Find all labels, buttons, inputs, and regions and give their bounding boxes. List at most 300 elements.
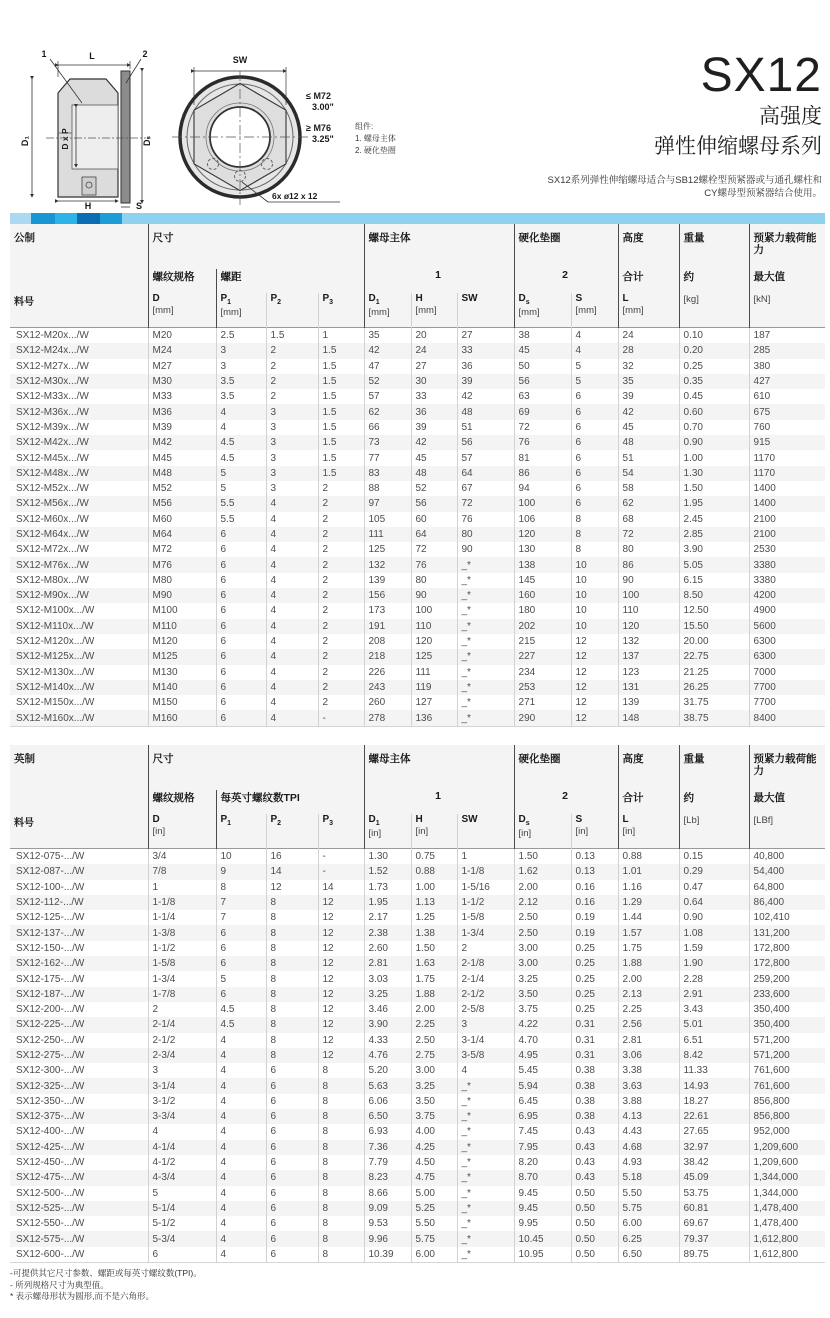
table-row (10, 496, 825, 511)
value-cell: 5.63 (364, 1078, 411, 1093)
value-cell: M24 (148, 343, 216, 358)
table-row (10, 649, 825, 664)
value-cell: 39 (457, 374, 514, 389)
value-cell: 7000 (749, 665, 825, 680)
part-number-cell: SX12-150-.../W (16, 942, 85, 954)
value-cell: 56 (514, 374, 571, 389)
table-row (10, 971, 825, 986)
value-cell: 67 (457, 481, 514, 496)
value-cell: 0.35 (679, 374, 749, 389)
value-cell: 3-1/2 (148, 1094, 216, 1109)
value-cell: 4 (216, 1201, 266, 1216)
value-cell: 8 (266, 1002, 318, 1017)
part-number-cell: SX12-475-.../W (16, 1172, 85, 1184)
value-cell: 2.25 (411, 1017, 457, 1032)
value-cell: 1,209,600 (749, 1140, 825, 1155)
header-group: 尺寸 (148, 224, 364, 269)
value-cell: 8.23 (364, 1170, 411, 1185)
header-symbol (749, 293, 825, 328)
table-row (10, 665, 825, 680)
header-subgroup: 合计 (618, 790, 679, 814)
value-cell: 132 (364, 557, 411, 572)
value-cell: 2.00 (514, 880, 571, 895)
value-cell: 4.70 (514, 1033, 571, 1048)
value-cell: 57 (457, 450, 514, 465)
value-cell: 4 (457, 1063, 514, 1078)
value-cell: 12 (318, 1017, 364, 1032)
description-line-2: CY螺母型预紧器结合使用。 (704, 188, 822, 199)
value-cell: 18.27 (679, 1094, 749, 1109)
value-cell: 1.13 (411, 895, 457, 910)
value-cell: 4.43 (618, 1124, 679, 1139)
header-group: 硬化垫圈 (514, 745, 618, 790)
value-cell: 4 (216, 1231, 266, 1246)
value-cell: 1.63 (411, 956, 457, 971)
part-number-cell: SX12-575-.../W (16, 1233, 85, 1245)
value-cell: 100 (411, 603, 457, 618)
footnote-line: - 所列规格尺寸为典型值。 (10, 1279, 109, 1290)
symbol-text: L (622, 814, 629, 825)
value-cell: 3.50 (411, 1094, 457, 1109)
value-cell: 12 (318, 1033, 364, 1048)
value-cell: 675 (749, 404, 825, 419)
imperial-table (10, 745, 825, 1263)
value-cell: _* (457, 680, 514, 695)
header-symbol (10, 293, 148, 328)
value-cell: 2.81 (364, 956, 411, 971)
table-row (10, 512, 825, 527)
value-cell: 9.09 (364, 1201, 411, 1216)
value-cell: 3.25 (411, 1078, 457, 1093)
value-cell: 90 (457, 542, 514, 557)
value-cell: 8 (318, 1140, 364, 1155)
table-row (10, 1017, 825, 1032)
value-cell: 1.5 (318, 404, 364, 419)
value-cell: 52 (411, 481, 457, 496)
value-cell: 3 (266, 420, 318, 435)
value-cell: 4 (216, 1155, 266, 1170)
unit-label: [in] (622, 826, 636, 837)
value-cell: 5.05 (679, 557, 749, 572)
header-subgroup: 1 (364, 790, 514, 814)
value-cell: 3 (266, 450, 318, 465)
value-cell: 1170 (749, 466, 825, 481)
value-cell: 1.00 (679, 450, 749, 465)
value-cell: 77 (364, 450, 411, 465)
part-number-cell: SX12-M160x.../W (16, 712, 95, 724)
header-symbol (148, 293, 216, 328)
value-cell: 3 (148, 1063, 216, 1078)
value-cell: 5 (216, 971, 266, 986)
value-cell: 42 (457, 389, 514, 404)
value-cell: 2.28 (679, 971, 749, 986)
value-cell: 125 (411, 649, 457, 664)
value-cell: 0.43 (571, 1124, 618, 1139)
value-cell: 6 (571, 496, 618, 511)
value-cell: 2.91 (679, 987, 749, 1002)
value-cell: 1.30 (364, 849, 411, 865)
value-cell: 4 (216, 1247, 266, 1263)
value-cell: 1,344,000 (749, 1186, 825, 1201)
value-cell: 1.16 (618, 880, 679, 895)
value-cell: 4 (266, 695, 318, 710)
value-cell: 0.50 (571, 1247, 618, 1263)
part-number-cell: SX12-M100x.../W (16, 605, 95, 617)
dim-label-DxP: D x P (60, 128, 70, 150)
value-cell: 4.00 (411, 1124, 457, 1139)
header-subgroup: 每英寸螺纹数TPI (216, 790, 364, 814)
value-cell: 8 (318, 1078, 364, 1093)
part-number-cell: SX12-375-.../W (16, 1111, 85, 1123)
value-cell: 8.70 (514, 1170, 571, 1185)
value-cell: 610 (749, 389, 825, 404)
value-cell: 2.50 (411, 1033, 457, 1048)
value-cell: 1170 (749, 450, 825, 465)
description-line-1: SX12系列弹性伸缩螺母适合与SB12螺栓型预紧器或与通孔螺柱和 (547, 175, 822, 186)
value-cell: 4.25 (411, 1140, 457, 1155)
value-cell: 4.5 (216, 435, 266, 450)
value-cell: _* (457, 588, 514, 603)
value-cell: 10 (571, 588, 618, 603)
unit-label: [mm] (220, 307, 242, 318)
value-cell: 1-3/4 (148, 971, 216, 986)
value-cell: 9.45 (514, 1201, 571, 1216)
value-cell: M36 (148, 404, 216, 419)
table-row (10, 1033, 825, 1048)
value-cell: 110 (411, 619, 457, 634)
value-cell: 0.25 (679, 359, 749, 374)
value-cell: 1.88 (618, 956, 679, 971)
table-row (10, 359, 825, 374)
table-row (10, 404, 825, 419)
value-cell: 8 (318, 1170, 364, 1185)
value-cell: 4 (216, 1078, 266, 1093)
header-symbol (679, 814, 749, 849)
value-cell: 4 (216, 1186, 266, 1201)
value-cell: 8 (318, 1216, 364, 1231)
value-cell: 8.42 (679, 1048, 749, 1063)
value-cell: 0.31 (571, 1048, 618, 1063)
value-cell: M64 (148, 527, 216, 542)
value-cell: 100 (514, 496, 571, 511)
value-cell: 39 (411, 420, 457, 435)
value-cell: 1.5 (318, 389, 364, 404)
value-cell: 48 (618, 435, 679, 450)
part-number-cell: SX12-M120x.../W (16, 636, 95, 648)
value-cell: 4 (266, 573, 318, 588)
part-number-cell: SX12-525-.../W (16, 1202, 85, 1214)
header-symbol (216, 293, 266, 328)
value-cell: 6 (216, 695, 266, 710)
value-cell: 2 (318, 481, 364, 496)
value-cell: 3.5 (216, 389, 266, 404)
value-cell: 1.5 (318, 374, 364, 389)
value-cell: 0.38 (571, 1078, 618, 1093)
value-cell: 83 (364, 466, 411, 481)
value-cell: 9.95 (514, 1216, 571, 1231)
value-cell: 6.00 (411, 1247, 457, 1263)
value-cell: 571,200 (749, 1048, 825, 1063)
value-cell: 8 (571, 542, 618, 557)
value-cell: 88 (364, 481, 411, 496)
value-cell: 285 (749, 343, 825, 358)
value-cell: 0.64 (679, 895, 749, 910)
value-cell: 2-3/4 (148, 1048, 216, 1063)
value-cell: 31.75 (679, 695, 749, 710)
value-cell: 6.51 (679, 1033, 749, 1048)
value-cell: 47 (364, 359, 411, 374)
value-cell: 2100 (749, 527, 825, 542)
value-cell: 1-1/8 (457, 864, 514, 879)
table-row (10, 1063, 825, 1078)
value-cell: 4.22 (514, 1017, 571, 1032)
value-cell: 4 (266, 588, 318, 603)
value-cell: 2.50 (514, 925, 571, 940)
part-number-cell: SX12-225-.../W (16, 1019, 85, 1031)
value-cell: 8 (266, 910, 318, 925)
value-cell: 1,612,800 (749, 1231, 825, 1246)
value-cell: 11.33 (679, 1063, 749, 1078)
table-row (10, 481, 825, 496)
symbol-text: D (152, 814, 160, 825)
value-cell: 1.25 (411, 910, 457, 925)
value-cell: 86 (618, 557, 679, 572)
table-row (10, 710, 825, 726)
header-symbol (679, 293, 749, 328)
value-cell: 62 (618, 496, 679, 511)
value-cell: 10.45 (514, 1231, 571, 1246)
value-cell: M130 (148, 665, 216, 680)
value-cell: 6 (216, 573, 266, 588)
table-row (10, 1201, 825, 1216)
value-cell: 172,800 (749, 956, 825, 971)
value-cell: 2 (318, 649, 364, 664)
value-cell: 10 (571, 603, 618, 618)
value-cell: 952,000 (749, 1124, 825, 1139)
value-cell: 2 (266, 389, 318, 404)
value-cell: 2 (318, 665, 364, 680)
value-cell: 4 (216, 1170, 266, 1185)
footnote-line: * 表示螺母形状为圆形,而不是六角形。 (10, 1291, 155, 1301)
table-row (10, 542, 825, 557)
value-cell: 3.00 (514, 956, 571, 971)
value-cell: 3-1/4 (148, 1078, 216, 1093)
value-cell: 5.5 (216, 496, 266, 511)
value-cell: 8 (318, 1247, 364, 1263)
value-cell: 139 (364, 573, 411, 588)
value-cell: 4.75 (411, 1170, 457, 1185)
part-number-cell: SX12-M45x.../W (16, 452, 89, 464)
value-cell: 6 (571, 481, 618, 496)
value-cell: 2.81 (618, 1033, 679, 1048)
value-cell: 571,200 (749, 1033, 825, 1048)
symbol-text: D (518, 293, 526, 304)
value-cell: _* (457, 634, 514, 649)
value-cell: 5600 (749, 619, 825, 634)
part-number-cell: SX12-M110x.../W (16, 620, 94, 632)
value-cell: 145 (514, 573, 571, 588)
value-cell: M140 (148, 680, 216, 695)
value-cell: 2.85 (679, 527, 749, 542)
value-cell: 260 (364, 695, 411, 710)
table-row (10, 466, 825, 481)
value-cell: 4 (266, 619, 318, 634)
value-cell: 2 (318, 634, 364, 649)
value-cell: 8400 (749, 710, 825, 726)
table-row (10, 527, 825, 542)
value-cell: 12.50 (679, 603, 749, 618)
value-cell: 1.88 (411, 987, 457, 1002)
value-cell: 4 (266, 710, 318, 726)
value-cell: 28 (618, 343, 679, 358)
value-cell: 42 (411, 435, 457, 450)
value-cell: 4 (216, 1109, 266, 1124)
value-cell: 173 (364, 603, 411, 618)
value-cell: 48 (411, 466, 457, 481)
value-cell: 0.19 (571, 910, 618, 925)
value-cell: 2 (266, 359, 318, 374)
value-cell: _* (457, 695, 514, 710)
value-cell: 3.46 (364, 1002, 411, 1017)
value-cell: 2 (318, 512, 364, 527)
symbol-subscript: 1 (375, 820, 380, 827)
value-cell: 8 (318, 1201, 364, 1216)
value-cell: 0.90 (679, 910, 749, 925)
part-number-cell: SX12-M20x.../W (16, 330, 89, 342)
value-cell: 278 (364, 710, 411, 726)
value-cell: 2.50 (514, 910, 571, 925)
header-subgroup: 螺距 (216, 269, 364, 293)
symbol-subscript: 1 (227, 820, 232, 827)
header-subgroup (10, 790, 148, 814)
table-row (10, 956, 825, 971)
symbol-text: P (220, 814, 228, 825)
value-cell: 2-1/2 (148, 1033, 216, 1048)
accent-bar-segment (122, 213, 825, 224)
header-group: 高度 (618, 224, 679, 269)
value-cell: 2 (266, 374, 318, 389)
symbol-text: SW (461, 814, 478, 825)
value-cell: 4-3/4 (148, 1170, 216, 1185)
table-row (10, 987, 825, 1002)
value-cell: 62 (364, 404, 411, 419)
value-cell: 6 (571, 435, 618, 450)
value-cell: 27 (457, 328, 514, 344)
value-cell: 6 (216, 680, 266, 695)
value-cell: 5 (148, 1186, 216, 1201)
unit-label: [in] (575, 826, 589, 837)
unit-label: [in] (152, 826, 166, 837)
part-number-cell: SX12-M24x.../W (16, 345, 89, 357)
value-cell: 8 (266, 1017, 318, 1032)
value-cell: 6 (216, 634, 266, 649)
value-cell: 6.25 (618, 1231, 679, 1246)
table-row (10, 1002, 825, 1017)
value-cell: 6.15 (679, 573, 749, 588)
value-cell: 4.68 (618, 1140, 679, 1155)
value-cell: 2.56 (618, 1017, 679, 1032)
value-cell: 5.00 (411, 1186, 457, 1201)
legend-item-nut-body: 1. 螺母主体 (355, 134, 396, 143)
value-cell: _* (457, 1186, 514, 1201)
value-cell: 1.5 (318, 435, 364, 450)
value-cell: 2.60 (364, 941, 411, 956)
value-cell: 22.61 (679, 1109, 749, 1124)
value-cell: 3 (266, 404, 318, 419)
value-cell: 156 (364, 588, 411, 603)
header-symbol (364, 293, 411, 328)
dim-label-SW: SW (232, 55, 248, 65)
value-cell: 69.67 (679, 1216, 749, 1231)
value-cell: 3.03 (364, 971, 411, 986)
value-cell: _* (457, 1247, 514, 1263)
value-cell: 4.5 (216, 1002, 266, 1017)
part-number-cell: SX12-M76x.../W (16, 559, 89, 571)
value-cell: 6 (216, 557, 266, 572)
value-cell: 106 (514, 512, 571, 527)
table-row (10, 910, 825, 925)
value-cell: 15.50 (679, 619, 749, 634)
header-symbol (216, 814, 266, 849)
front-view (172, 55, 340, 205)
value-cell: 12 (571, 665, 618, 680)
value-cell: 81 (514, 450, 571, 465)
value-cell: 3.88 (618, 1094, 679, 1109)
value-cell: 0.60 (679, 404, 749, 419)
header-symbol (514, 814, 571, 849)
table-row (10, 1094, 825, 1109)
header-symbol (411, 293, 457, 328)
note-le-m72: ≤ M72 (306, 91, 331, 101)
value-cell: 8 (571, 527, 618, 542)
value-cell: 215 (514, 634, 571, 649)
value-cell: 5-3/4 (148, 1231, 216, 1246)
value-cell: 3.90 (364, 1017, 411, 1032)
value-cell: 110 (618, 603, 679, 618)
symbol-text: D (368, 814, 376, 825)
value-cell: M90 (148, 588, 216, 603)
value-cell: 0.43 (571, 1140, 618, 1155)
value-cell: 6 (266, 1231, 318, 1246)
header-subgroup: 2 (514, 790, 618, 814)
value-cell: 0.90 (679, 435, 749, 450)
part-number-cell: SX12-400-.../W (16, 1126, 85, 1138)
value-cell: _* (457, 1109, 514, 1124)
value-cell: 0.38 (571, 1109, 618, 1124)
value-cell: 8 (571, 512, 618, 527)
symbol-text: S (575, 814, 583, 825)
header-group: 硬化垫圈 (514, 224, 618, 269)
value-cell: 3.00 (411, 1063, 457, 1078)
table-row (10, 1186, 825, 1201)
value-cell: 24 (618, 328, 679, 344)
value-cell: 139 (618, 695, 679, 710)
table-row (10, 573, 825, 588)
header-group: 公制 (14, 232, 35, 244)
value-cell: 1.73 (364, 880, 411, 895)
value-cell: 3.75 (411, 1109, 457, 1124)
value-cell: 64 (411, 527, 457, 542)
value-cell: 36 (411, 404, 457, 419)
value-cell: M45 (148, 450, 216, 465)
header-symbol (571, 293, 618, 328)
header-symbol (749, 814, 825, 849)
note-ge-inch: 3.25" (312, 134, 334, 144)
value-cell: 226 (364, 665, 411, 680)
value-cell: 4 (216, 1048, 266, 1063)
value-cell: 1-5/8 (148, 956, 216, 971)
part-number-cell: SX12-300-.../W (16, 1065, 85, 1077)
